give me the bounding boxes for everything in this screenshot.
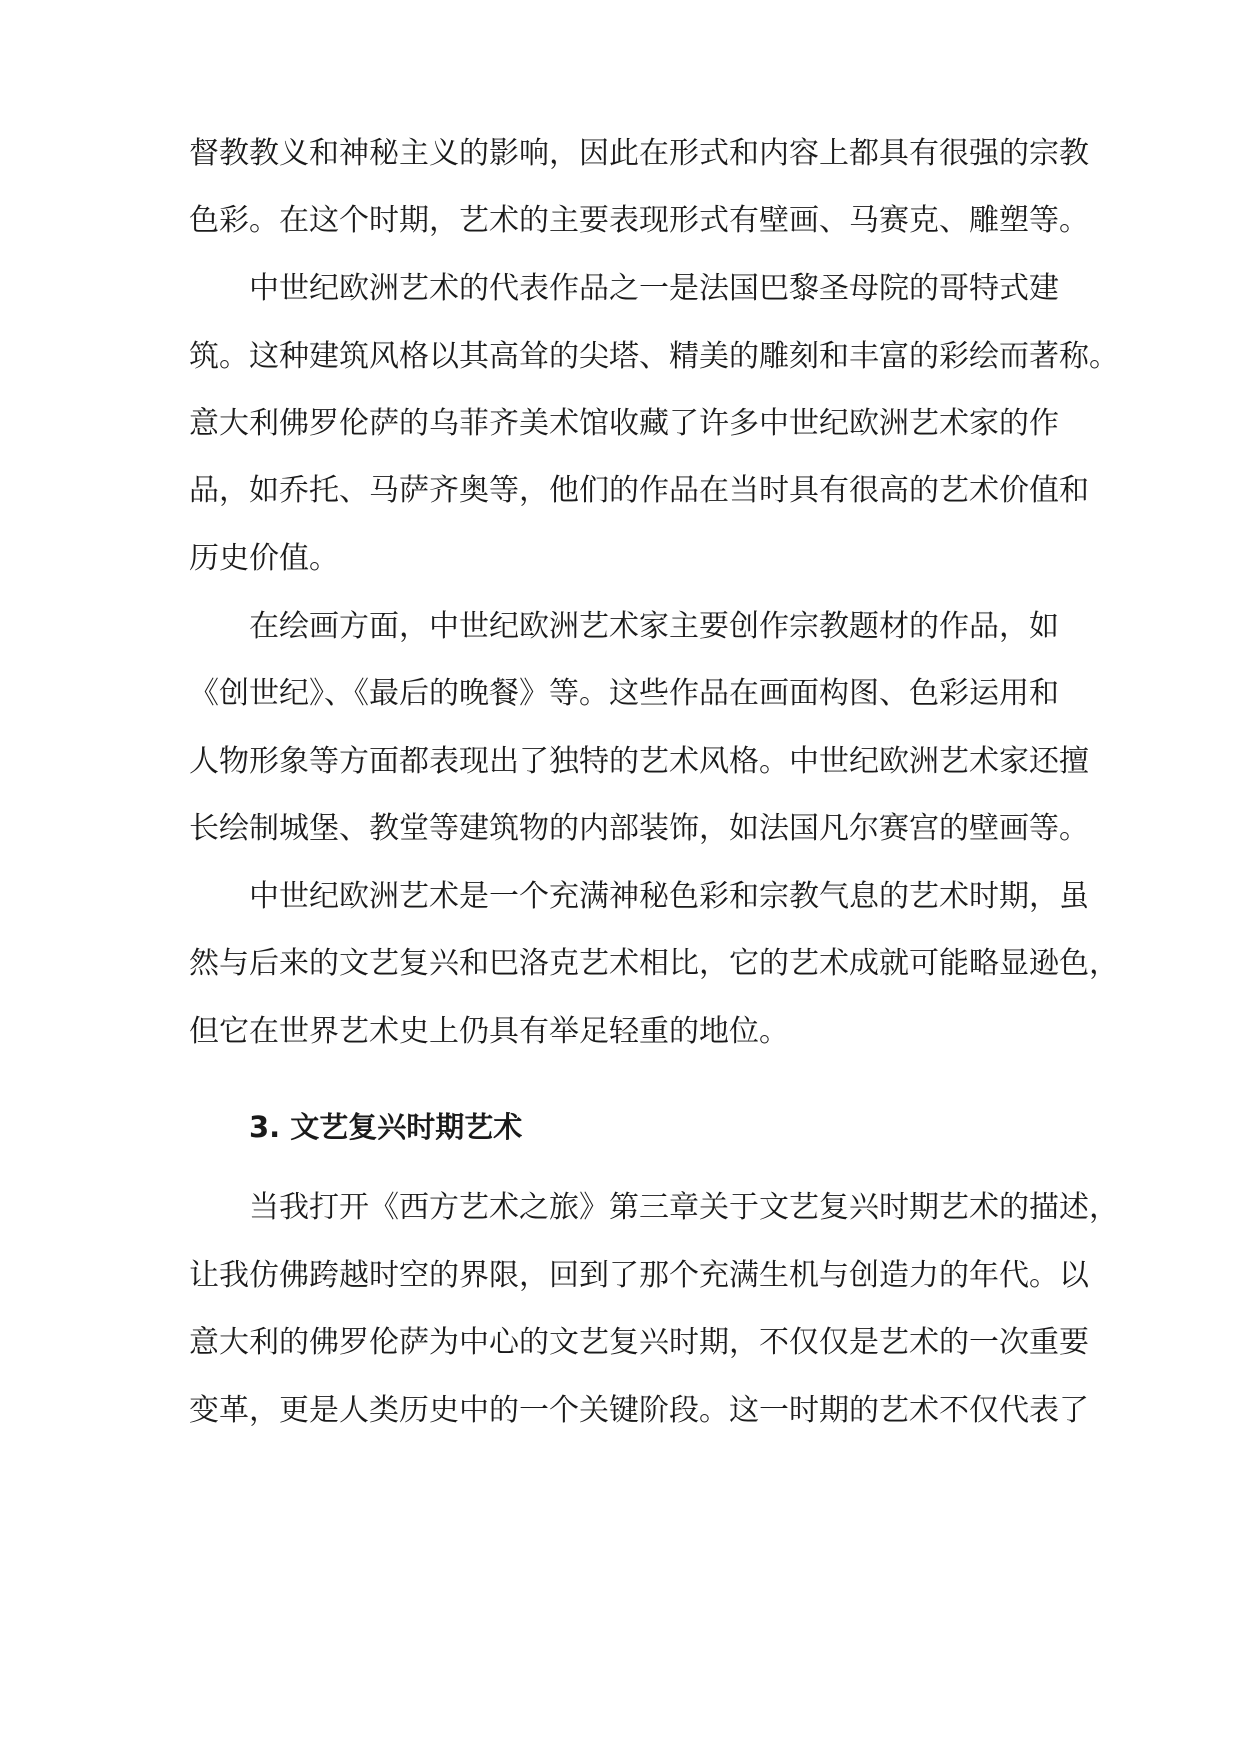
- text-line: 然与后来的文艺复兴和巴洛克艺术相比，它的艺术成就可能略显逊色，: [189, 946, 1119, 981]
- text-line: 品，如乔托、马萨齐奥等，他们的作品在当时具有很高的艺术价值和: [189, 473, 1089, 508]
- text-line: 中世纪欧洲艺术是一个充满神秘色彩和宗教气息的艺术时期，虽: [249, 879, 1089, 914]
- text-line: 意大利的佛罗伦萨为中心的文艺复兴时期，不仅仅是艺术的一次重要: [189, 1325, 1089, 1360]
- section-heading: 3. 文艺复兴时期艺术: [249, 1110, 523, 1144]
- text-line: 意大利佛罗伦萨的乌菲齐美术馆收藏了许多中世纪欧洲艺术家的作: [189, 406, 1059, 441]
- text-line: 长绘制城堡、教堂等建筑物的内部装饰，如法国凡尔赛宫的壁画等。: [189, 811, 1089, 846]
- text-line: 但它在世界艺术史上仍具有举足轻重的地位。: [189, 1014, 789, 1049]
- text-line: 色彩。在这个时期，艺术的主要表现形式有壁画、马赛克、雕塑等。: [189, 203, 1089, 238]
- text-line: 在绘画方面，中世纪欧洲艺术家主要创作宗教题材的作品，如: [249, 609, 1059, 644]
- text-line: 中世纪欧洲艺术的代表作品之一是法国巴黎圣母院的哥特式建: [249, 271, 1059, 306]
- text-line: 《创世纪》、《最后的晚餐》等。这些作品在画面构图、色彩运用和: [189, 676, 1059, 711]
- text-line: 让我仿佛跨越时空的界限，回到了那个充满生机与创造力的年代。以: [189, 1258, 1089, 1293]
- text-line: 历史价值。: [189, 541, 339, 576]
- text-line: 督教教义和神秘主义的影响，因此在形式和内容上都具有很强的宗教: [189, 136, 1089, 171]
- text-line: 筑。这种建筑风格以其高耸的尖塔、精美的雕刻和丰富的彩绘而著称。: [189, 339, 1119, 374]
- text-line: 当我打开《西方艺术之旅》第三章关于文艺复兴时期艺术的描述，: [249, 1190, 1119, 1225]
- text-line: 变革，更是人类历史中的一个关键阶段。这一时期的艺术不仅代表了: [189, 1393, 1089, 1428]
- text-line: 人物形象等方面都表现出了独特的艺术风格。中世纪欧洲艺术家还擅: [189, 744, 1089, 779]
